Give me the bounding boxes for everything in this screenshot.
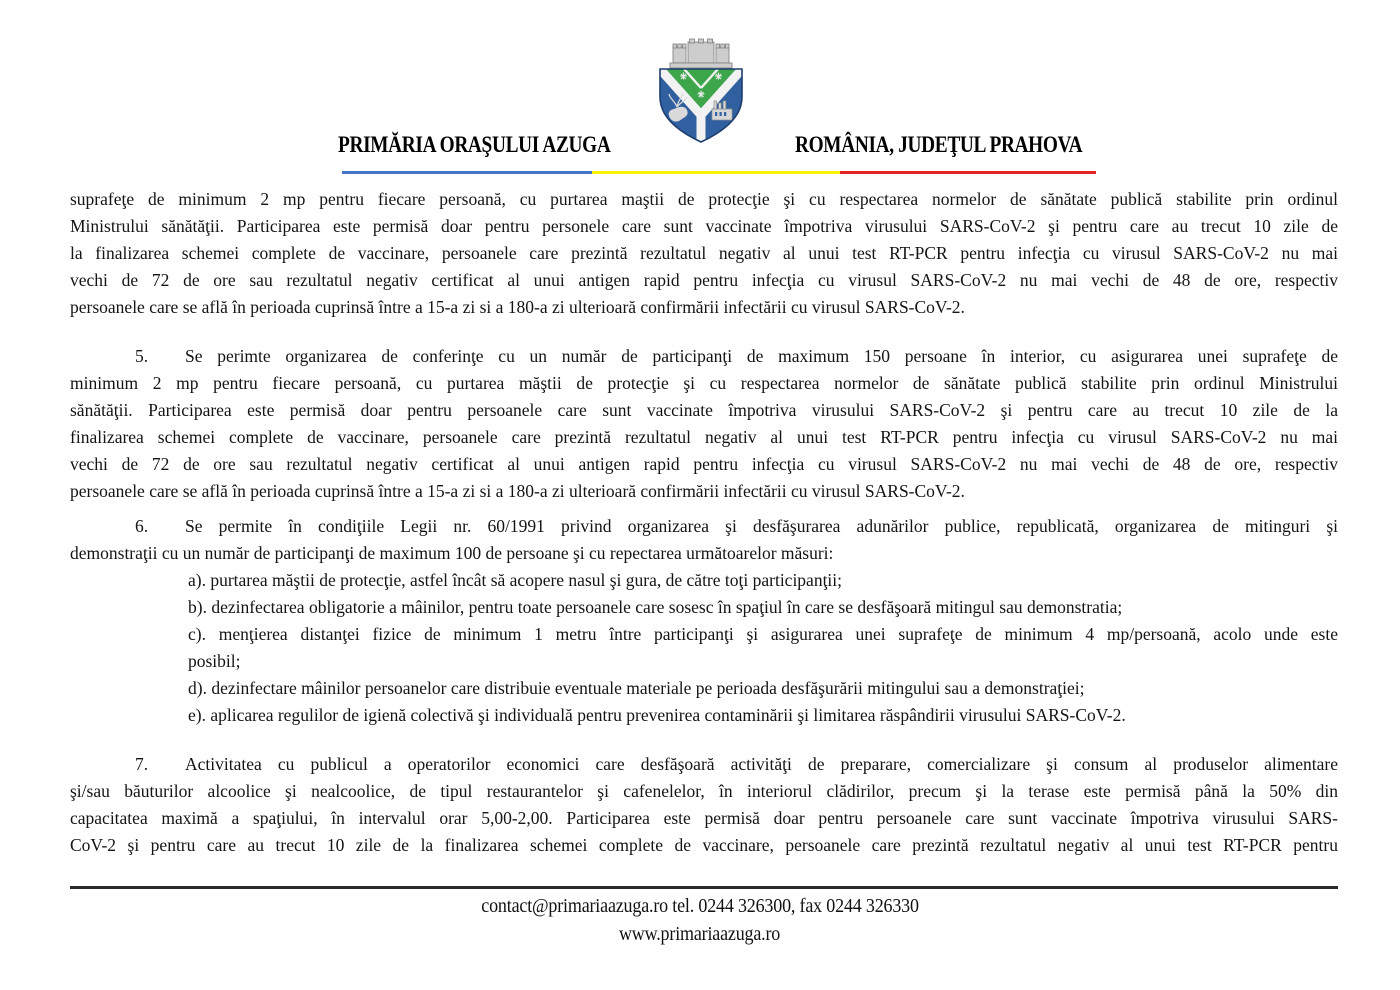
list-item-line: d). dezinfectare mâinilor persoanelor care distribuie eventuale materiale pe perioada desfăşurării mitingului sau a demonstraţiei; bbox=[188, 678, 1085, 698]
paragraph-5 bbox=[70, 343, 1338, 505]
paragraph-text: Activitatea cu publicul a operatorilor economici care desfăşoară activităţi de preparare, comercializare şi consum al produselor alimentare bbox=[185, 754, 1338, 774]
document-body bbox=[70, 186, 1338, 859]
flag-blue-segment bbox=[342, 171, 592, 174]
paragraph-number: 7. bbox=[135, 754, 149, 774]
flag-yellow-segment bbox=[592, 171, 840, 174]
list-item-line: posibil; bbox=[188, 651, 241, 671]
header-country-county: ROMÂNIA, JUDEŢUL PRAHOVA bbox=[795, 132, 1083, 157]
paragraph-number: 6. bbox=[135, 516, 149, 536]
footer-contact-text: contact@primariaazuga.ro tel. 0244 326300, fax 0244 326330 bbox=[481, 895, 919, 917]
paragraph-continuation bbox=[70, 186, 1338, 321]
header-org-name: PRIMĂRIA ORAŞULUI AZUGA bbox=[338, 132, 611, 157]
footer-website-text: www.primariaazuga.ro bbox=[619, 923, 781, 945]
paragraph-text: Se perimte organizarea de conferinţe cu un număr de participanţi de maximum 150 persoane în interior, cu asigurarea unei suprafeţe de bbox=[185, 346, 1338, 366]
paragraph-line: suprafeţe de minimum 2 mp pentru fiecare persoană, cu purtarea maştii de protecţie şi cu respectarea normelor de sănătate publică stabilite prin ordinul bbox=[70, 189, 1338, 209]
azuga-coat-of-arms-icon bbox=[656, 38, 746, 144]
paragraph-line: sănătăţii. Participarea este permisă doar pentru persoanele care sunt vaccinate împotriva virusului SARS-CoV-2 şi pentru care au trecut 10 zile de la bbox=[70, 400, 1338, 420]
paragraph-line: persoanele care se află în perioada cuprinsă între a 15-a zi si a 180-a zi ulterioară confirmării infectării cu virusul SARS-CoV-2. bbox=[70, 481, 965, 501]
paragraph-number: 5. bbox=[135, 346, 149, 366]
paragraph-line: minimum 2 mp pentru fiecare persoană, cu purtarea măştii de protecţie şi cu respectarea normelor de sănătate publică stabilite prin ordinul Ministrului bbox=[70, 373, 1338, 393]
list-item-line: c). menţierea distanţei fizice de minimum 1 metru între participanţi şi asigurarea unei suprafeţe de minimum 4 mp/persoană, acolo unde este bbox=[188, 624, 1338, 644]
list-item-line: b). dezinfectarea obligatorie a mâinilor, pentru toate persoanele care sosesc în spaţiul în care se desfăşoară mitingul sau demonstratia; bbox=[188, 597, 1123, 617]
paragraph-line: capacitatea maximă a spaţiului, în intervalul orar 5,00-2,00. Participarea este permisă doar pentru persoanele care sunt vaccinate împotriva virusului SARS- bbox=[70, 808, 1338, 828]
list-item-e bbox=[188, 702, 1338, 729]
list-item-line: a). purtarea măştii de protecţie, astfel încât să acopere nasul şi gura, de către toţi participanţii; bbox=[188, 570, 843, 590]
paragraph-line: finalizarea schemei complete de vaccinare, persoanele care prezintă rezultatul negativ al unui test RT-PCR pentru infecţia cu virusul SARS-CoV-2 nu mai bbox=[70, 427, 1338, 447]
list-item-b bbox=[188, 594, 1338, 621]
paragraph-line bbox=[70, 343, 1338, 370]
paragraph-text: Se permite în condiţiile Legii nr. 60/1991 privind organizarea şi desfăşurarea adunărilor publice, republicată, organizarea de mitinguri şi bbox=[185, 516, 1338, 536]
paragraph-line: vechi de 72 de ore sau rezultatul negativ certificat al unui antigen rapid pentru infecţia cu virusul SARS-CoV-2 nu mai vechi de 48 de ore, respectiv bbox=[70, 454, 1338, 474]
footer-contact bbox=[0, 893, 1400, 919]
romanian-flag-divider bbox=[342, 171, 1096, 174]
paragraph-6 bbox=[70, 513, 1338, 729]
flag-red-segment bbox=[840, 171, 1096, 174]
list-item-a bbox=[188, 567, 1338, 594]
paragraph-line bbox=[70, 751, 1338, 778]
list-item-c bbox=[188, 621, 1338, 675]
list-item-line: e). aplicarea regulilor de igienă colectivă şi individuală pentru prevenirea contaminării şi limitarea răspândirii virusului SARS-CoV-2. bbox=[188, 705, 1126, 725]
paragraph-line: vechi de 72 de ore sau rezultatul negativ certificat al unui antigen rapid pentru infecţia cu virusul SARS-CoV-2 nu mai vechi de 48 de ore, respectiv bbox=[70, 270, 1338, 290]
paragraph-line: Ministrului sănătăţii. Participarea este permisă doar pentru personele care sunt vaccinate împotriva virusului SARS-CoV-2 şi pentru care au trecut 10 zile de bbox=[70, 216, 1338, 236]
paragraph-7 bbox=[70, 751, 1338, 859]
footer-divider bbox=[70, 886, 1338, 889]
list-item-d bbox=[188, 675, 1338, 702]
paragraph-line: persoanele care se află în perioada cuprinsă între a 15-a zi si a 180-a zi ulterioară confirmării infectării cu virusul SARS-CoV-2. bbox=[70, 297, 965, 317]
paragraph-line: şi/sau băuturilor alcoolice şi nealcoolice, de tipul restaurantelor şi cafenelelor, în interiorul clădirilor, precum şi la terase este permisă până la 50% din bbox=[70, 781, 1338, 801]
paragraph-line: CoV-2 şi pentru care au trecut 10 zile de la finalizarea schemei complete de vaccinare, persoanele care prezintă rezultatul negativ al unui test RT-PCR pentru bbox=[70, 835, 1338, 855]
footer-website bbox=[0, 921, 1400, 947]
paragraph-line: la finalizarea schemei complete de vaccinare, persoanele care prezintă rezultatul negativ al unui test RT-PCR pentru infecţia cu virusul SARS-CoV-2 nu mai bbox=[70, 243, 1338, 263]
paragraph-line: demonstraţii cu un număr de participanţi de maximum 100 de persoane şi cu repectarea următoarelor măsuri: bbox=[70, 543, 834, 563]
paragraph-line bbox=[70, 513, 1338, 540]
